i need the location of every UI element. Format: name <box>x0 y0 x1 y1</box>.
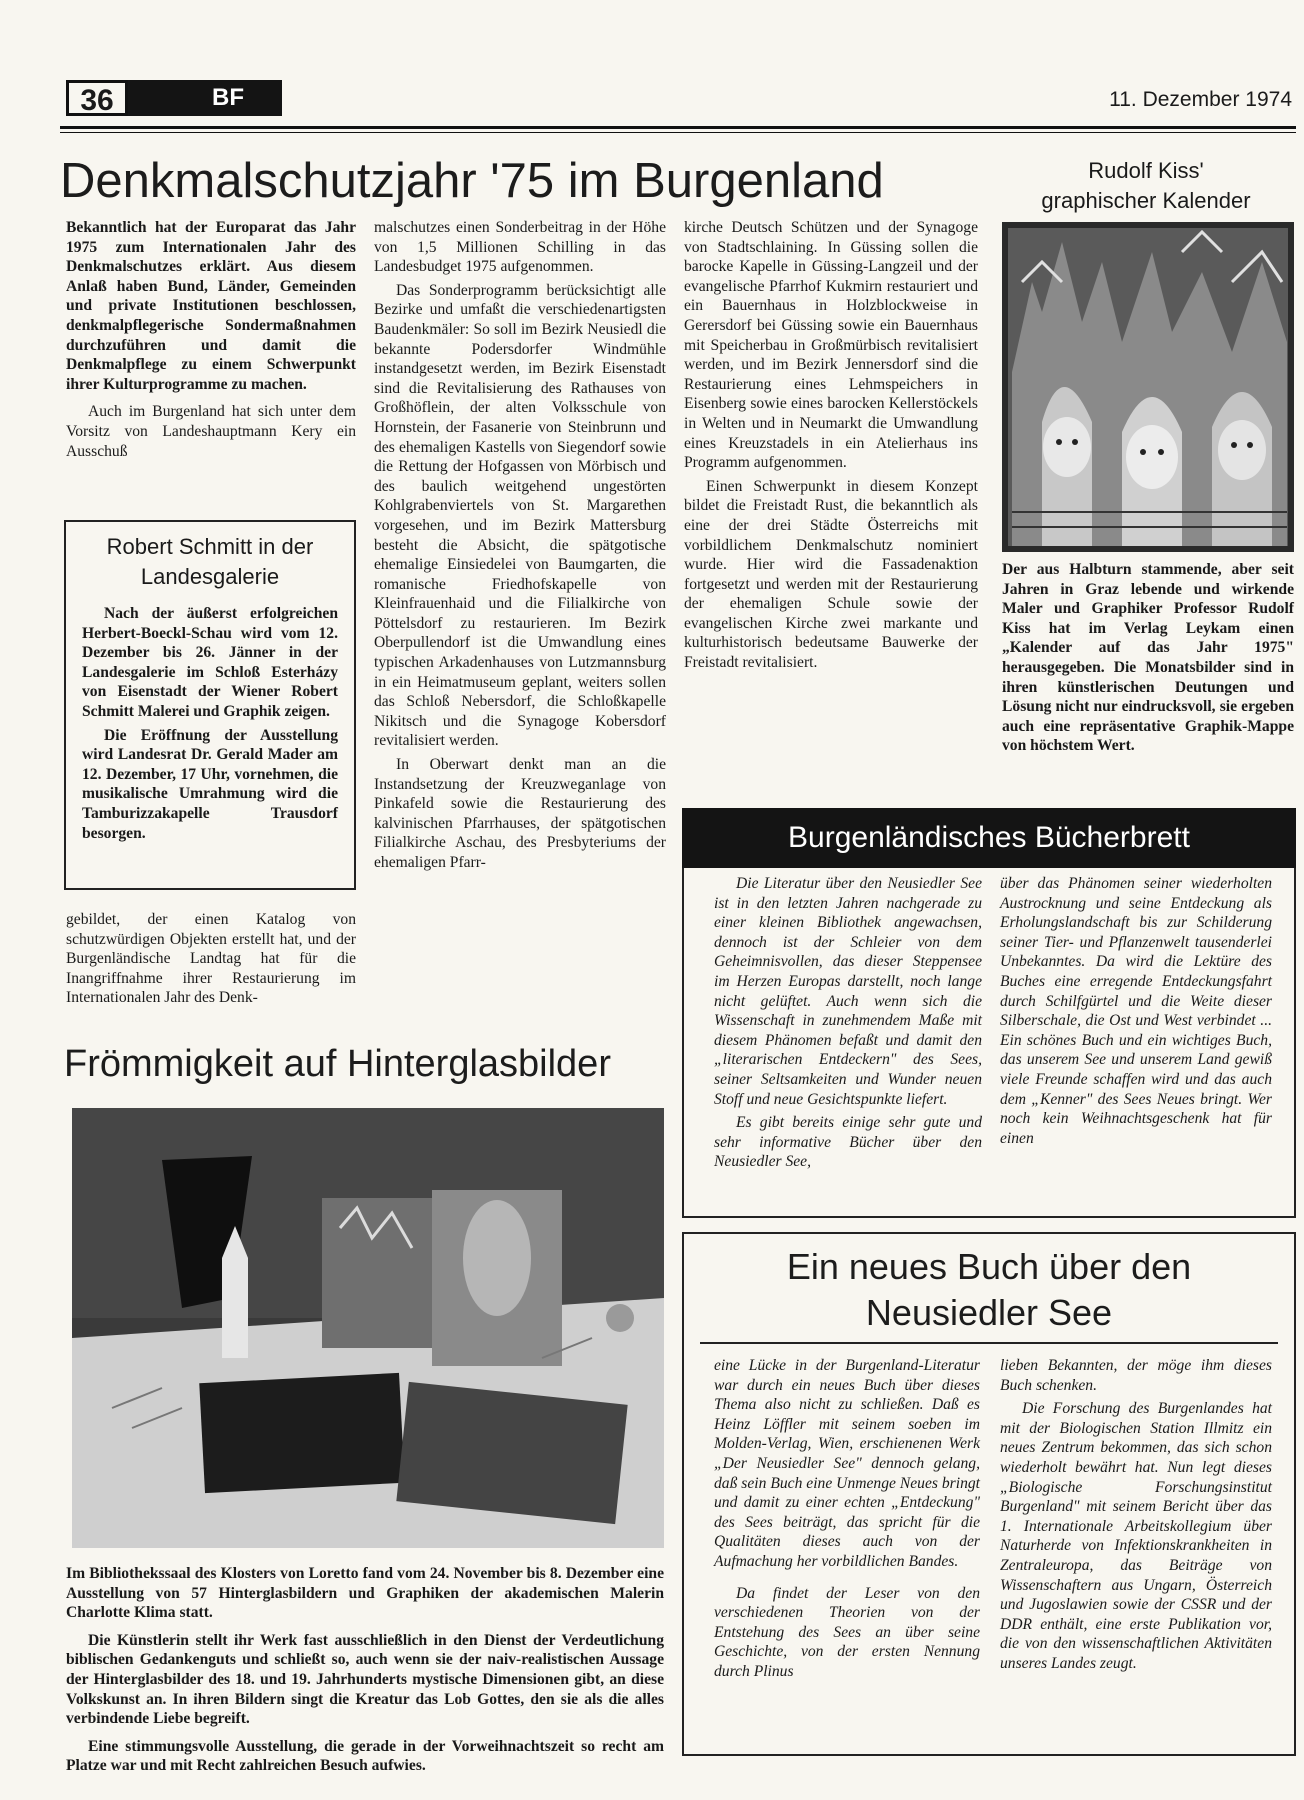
buecherbrett-banner <box>682 808 1296 868</box>
buecherbrett-column-2 <box>1000 874 1272 1148</box>
article-paragraph: Einen Schwerpunkt in diesem Konzept bildet die Freistadt Rust, die bekanntlich als eine der drei Städte Österreichs mit vorbildlichem Denkmalschutz nominiert wurde. Hier wird die Fassadenaktion fortgesetzt und werden mit der Restaurierung der ehemaligen Schule sowie der evangelischen Kirche zwei markante und kulturhistorisch bedeutsame Bauwerke der Freistadt revitalisiert. <box>684 477 978 672</box>
buecherbrett-paragraph: Es gibt bereits einige sehr gute und sehr informative Bücher über den Neusiedler See, <box>714 1114 982 1171</box>
header-rule <box>60 126 1296 129</box>
article-paragraph: In Oberwart denkt man an die Instandsetzung der Kreuzweganlage von Pinkafeld sowie die Restaurierung des kalvinischen Pfarrhauses, der spätgotischen Filialkirche Aschau, des Presbyteriums der ehemaligen Pfarr- <box>374 756 666 871</box>
kiss-caption: Der aus Halbturn stammende, aber seit Jahren in Graz lebende und wirkende Maler und Graphiker Professor Rudolf Kiss hat im Verlag Leykam einen „Kalender auf das Jahr 1975" herausgegeben. Die Monatsbilder sind in ihren künstlerischen Deutungen und Lösung nicht nur eindrucksvoll, sie ergeben auch eine repräsentative Graphik-Mappe von höchstem Wert. <box>1002 561 1294 755</box>
neues-buch-rule <box>700 1342 1278 1344</box>
kiss-title <box>996 156 1296 216</box>
article-column-2 <box>374 218 666 873</box>
article-paragraph: kirche Deutsch Schützen und der Synagoge von Stadtschlaining. In Güssing sollen die barocke Kapelle in Güssing-Langzeil und der evangelische Pfarrhof Kukmirn restauriert und ein Bauernhaus in Holzblockweise in Gerersdorf bei Güssing sowie ein Bauernhaus mit Speicherbau in Großmürbisch revitalisiert werden, und im Bezirk Jennersdorf sind die Restaurierung eines Lehmspeichers in Eisenberg sowie eines barocken Kellerstöckels in Welten und in Neumarkt die Umwandlung eines Kreuzstadels in ein Atelierhaus ins Programm aufgenommen. <box>684 219 978 472</box>
schmitt-paragraph-1: Nach der äußerst erfolgreichen Herbert-Boeckl-Schau wird vom 12. Dezember bis 26. Jänner in der Landesgalerie im Schloß Esterházy von Eisenstadt der Wiener Robert Schmitt Malerei und Graphik zeigen. <box>82 605 338 720</box>
article-paragraph: gebildet, der einen Katalog von schutzwürdigen Objekten erstellt hat, und der Burgenländische Landtag hat für die Inangriffnahme ihrer Restaurierung im Internationalen Jahr des Denk- <box>66 911 356 1007</box>
neues-buch-headline <box>700 1244 1278 1336</box>
froemmigkeit-paragraph-3: Eine stimmungsvolle Ausstellung, die gerade in der Vorweihnachtszeit so recht am Platze war und mit Recht zahlreichen Besuch aufwies. <box>66 1737 664 1775</box>
neues-buch-paragraph: eine Lücke in der Burgenland-Literatur war durch ein neues Buch über dieses Thema also nicht zu schließen. Daß es Heinz Löffler mit seinem soeben im Molden-Verlag, Wien, erschienenen Werk „Der Neusiedler See" dennoch gelang, daß sein Buch eine Unmenge Neues bringt und damit zu einer echten „Entdeckung" des Sees beiträgt, das spricht für die Qualitäten dieses auch von der Aufmachung her vorbildlichen Bandes. <box>714 1357 980 1570</box>
kiss-calendar-image <box>1002 222 1294 552</box>
froemmigkeit-headline: Frömmigkeit auf Hinterglasbilder <box>64 1043 611 1085</box>
kiss-title-line-2: graphischer Kalender <box>1041 188 1251 213</box>
section-label: BF <box>128 80 282 116</box>
article-paragraph: malschutzes einen Sonderbeitrag in der Höhe von 1,5 Millionen Schilling in das Landesbudget 1975 aufgenommen. <box>374 219 666 276</box>
article-column-3 <box>684 218 978 673</box>
neues-buch-column-2 <box>1000 1356 1272 1674</box>
neues-buch-column-1 <box>714 1356 980 1682</box>
issue-date: 11. Dezember 1974 <box>1109 88 1292 111</box>
neues-buch-headline-line-2: Neusiedler See <box>865 1292 1113 1333</box>
froemmigkeit-text <box>66 1564 664 1776</box>
schmitt-title-line-2: Landesgalerie <box>140 564 280 589</box>
neues-buch-paragraph: lieben Bekannten, der möge ihm dieses Buch schenken. <box>1000 1357 1272 1394</box>
neues-buch-headline-line-1: Ein neues Buch über den <box>786 1246 1192 1287</box>
schmitt-paragraph-2: Die Eröffnung der Ausstellung wird Landesrat Dr. Gerald Mader am 12. Dezember, 17 Uhr, vornehmen, die musikalische Umrahmung wird die Tamburizzakapelle Trausdorf besorgen. <box>82 726 338 842</box>
article-lead: Bekanntlich hat der Europarat das Jahr 1975 zum Internationalen Jahr des Denkmalschutzes erklärt. Aus diesem Anlaß haben Bund, Länder, Gemeinden und private Institutionen beschlossen, denkmalpflegerische Sondermaßnahmen durchzuführen und damit die Denkmalpflege zu einem Schwerpunkt ihrer Kulturprogramme zu machen. <box>66 219 356 393</box>
article-headline: Denkmalschutzjahr '75 im Burgenland <box>60 154 884 208</box>
neues-buch-paragraph: Da findet der Leser von den verschiedenen Theorien von der Entstehung des Sees an über seine Geschichte, von der ersten Nennung durch Plinus <box>714 1584 980 1680</box>
buecherbrett-paragraph: Die Literatur über den Neusiedler See ist in den letzten Jahren nachgerade zu einer kleinen Bibliothek angewachsen, dennoch ist der Schleier von dem Geheimnisvollen, das dieser Steppensee im Herzen Europas darstellt, noch lange nicht gelüftet. Auch wenn sich die Wissenschaft in zunehmendem Maße mit diesem Phänomen befaßt und damit den „literarischen Entdeckern" des Sees, seiner Seltsamkeiten und Wunder neuen Stoff und neue Gesichtspunkte liefert. <box>714 875 982 1108</box>
neues-buch-paragraph: Die Forschung des Burgenlandes hat mit der Biologischen Station Illmitz ein neues Zentrum bekommen, das sich schon wiederholt bewährt hat. Nun legt dieses „Biologische Forschungsinstitut Burgenland" mit seinem Bericht über das 1. Internationale Arbeitskollegium über Naturherde von Infektionskrankheiten in Zentraleuropa, das Beiträge von Wissenschaftern aus Ungarn, Österreich und Jugoslawien sowie der CSSR und der DDR enthält, eine erste Publikation vor, die von den wissenschaftlichen Aktivitäten unseres Landes zeugt. <box>1000 1400 1272 1672</box>
article-paragraph: Das Sonderprogramm berücksichtigt alle Bezirke und umfaßt die verschiedenartigsten Baudenkmäler: So soll im Bezirk Neusiedl die bekannte Podersdorfer Windmühle instandgesetzt werden, im Bezirk Eisenstadt sind die Revitalisierung des Rathauses von Großhöflein, der alten Volksschule von Hornstein, der Fasanerie von Steinbrunn und des ehemaligen Kastells von Siegendorf sowie die Rettung der Hofgassen von Mörbisch und des baulich weitgehend ungestörten Kohlgrabenviertels von St. Margarethen vorgesehen, und im Bezirk Mattersburg besteht die Absicht, die spätgotische ehemalige Einsiedelei von Baumgarten, die romanische Friedhofskapelle von Kleinfrauenhaid und die Filialkirche von Pöttelsdorf zu restaurieren. Im Bezirk Oberpullendorf ist die Umwandlung eines typischen Arkadenhauses von Lutzmannsburg in ein Heimatmuseum geplant, weiters sollen das Schloß Nebersdorf, die Schloßkapelle Nikitsch und die Synagoge Kobersdorf revitalisiert werden. <box>374 281 666 750</box>
schmitt-title-line-1: Robert Schmitt in der <box>106 534 314 559</box>
kiss-title-line-1: Rudolf Kiss' <box>1088 158 1204 183</box>
header-rule-thin <box>60 132 1296 133</box>
schmitt-box-body <box>82 604 338 843</box>
buecherbrett-banner-title: Burgenländisches Bücherbrett <box>788 821 1190 854</box>
froemmigkeit-paragraph-1: Im Bibliothekssaal des Klosters von Loretto fand vom 24. November bis 8. Dezember eine Ausstellung von 57 Hinterglasbildern und Graphiken der akademischen Malerin Charlotte Klima statt. <box>66 1565 664 1622</box>
buecherbrett-paragraph: über das Phänomen seiner wiederholten Austrocknung und seine Entdeckung als Erholungslandschaft bis zur Schilderung seiner Tier- und Pflanzenwelt tausenderlei Unbekanntes. Da wird die Lektüre des Buches eine erregende Entdeckungsfahrt durch Schilfgürtel und die Weite dieser Silberschale, die Ost und West verbindet ... Ein schönes Buch und ein wichtiges Buch, das unserem See und unserem Land gewiß viele Freunde schaffen wird und das auch dem „Kenner" des Sees Neues bringt. Wer noch kein Weihnachtsgeschenk hat für einen <box>1000 875 1272 1147</box>
article-paragraph: Auch im Burgenland hat sich unter dem Vorsitz von Landeshauptmann Kery ein Ausschuß <box>66 403 356 460</box>
schmitt-box <box>64 520 356 890</box>
buecherbrett-column-1 <box>714 874 982 1172</box>
page-number: 36 <box>66 80 128 116</box>
schmitt-box-title <box>66 532 354 592</box>
exhibition-photo <box>72 1108 664 1548</box>
article-column-1-continued <box>66 910 356 1008</box>
froemmigkeit-paragraph-2: Die Künstlerin stellt ihr Werk fast ausschließlich in den Dienst der Verdeutlichung biblischen Gedankenguts und schließt so, auch wenn sie der naiv-realistischen Aussage der Hinterglasbilder des 18. und 19. Jahrhunderts mystische Dimensionen gibt, an diese Volkskunst an. In ihren Bildern singt die Kreatur das Lob Gottes, den sie als die alles verbindende Liebe begreift. <box>66 1631 664 1728</box>
article-column-1 <box>66 218 356 461</box>
